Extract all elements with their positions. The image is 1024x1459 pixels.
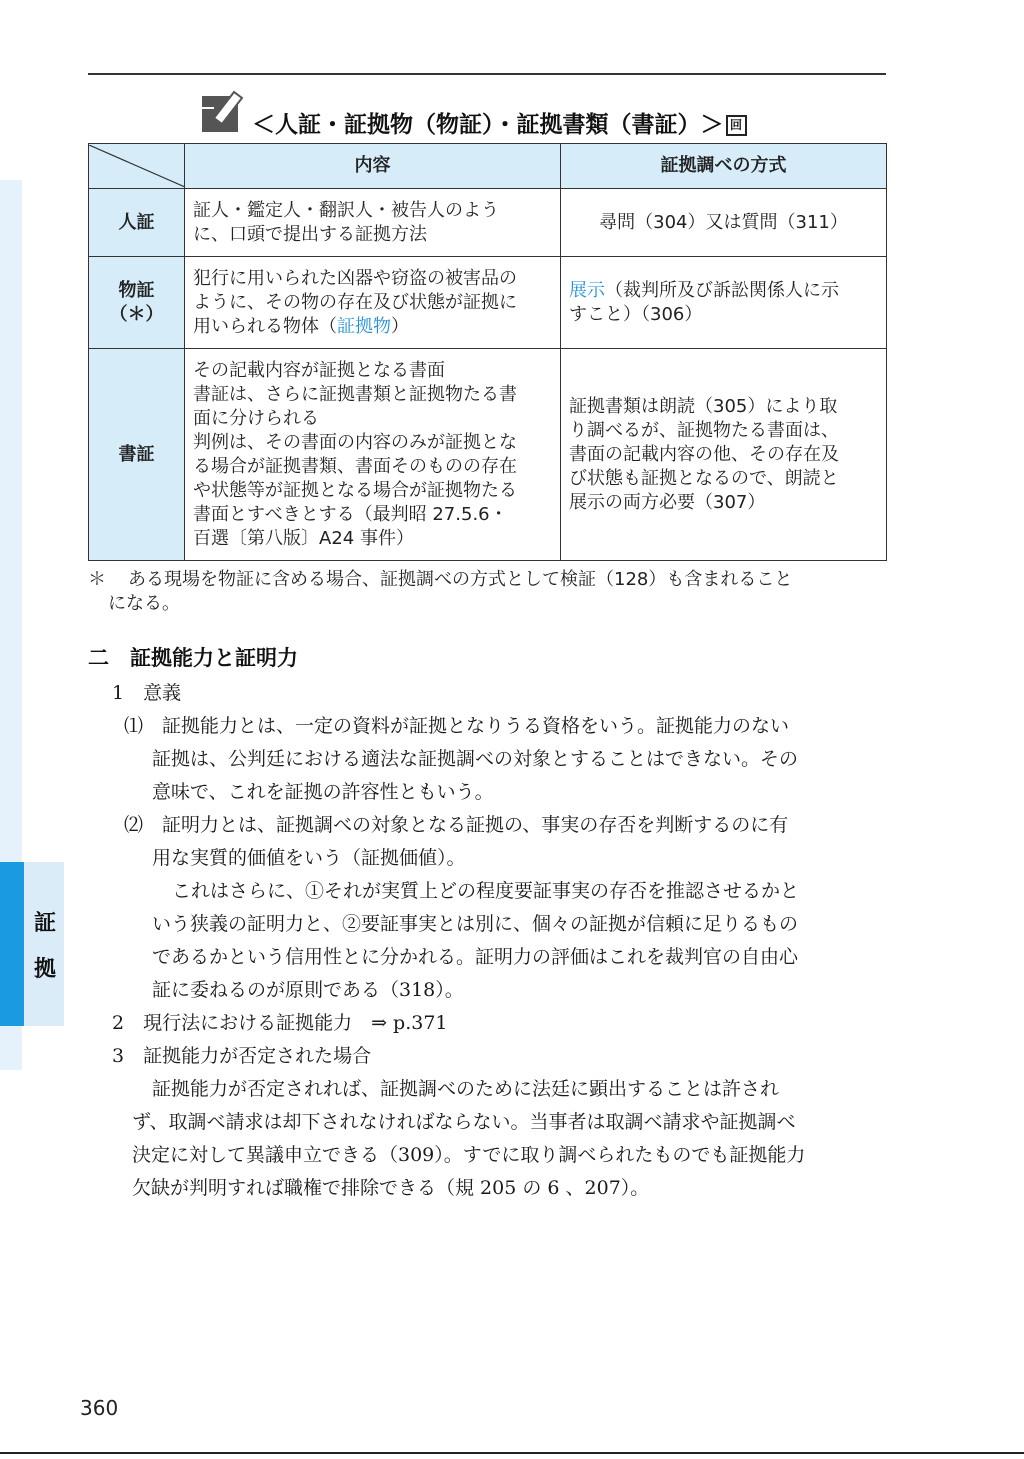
body-line: 意味で、これを証拠の許容性ともいう。 bbox=[152, 781, 494, 803]
body-line: 証に委ねるのが原則である（318）。 bbox=[152, 979, 464, 1001]
diagonal-line-icon bbox=[89, 145, 185, 187]
subheading: 3 証拠能力が否定された場合 bbox=[112, 1045, 372, 1067]
highlight-term: 展示 bbox=[569, 279, 605, 301]
content-cell: 犯行に用いられた凶器や窃盗の被害品の ように、その物の存在及び状態が証拠に 用いられる物体（証拠物） bbox=[185, 257, 561, 349]
body-line: 欠缺が判明すれば職権で排除できる（規 205 の 6 、207）。 bbox=[132, 1177, 650, 1199]
row-label: 人証 bbox=[89, 189, 185, 257]
pen-note-icon bbox=[200, 88, 244, 134]
page-number: 360 bbox=[80, 1396, 119, 1420]
method-cell: 展示（裁判所及び訴訟関係人に示 すこと）（306） bbox=[561, 257, 887, 349]
body-line: 用な実質的価値をいう（証拠価値）。 bbox=[152, 847, 466, 869]
bottom-rule bbox=[0, 1452, 1024, 1454]
body-line: ず、取調べ請求は却下されなければならない。当事者は取調べ請求や証拠調べ bbox=[132, 1111, 796, 1133]
body-line: いう狭義の証明力と、②要証事実とは別に、個々の証拠が信頼に足りるもの bbox=[152, 913, 799, 935]
side-tab-char: 拠 bbox=[33, 957, 56, 982]
section-heading: 二 証拠能力と証明力 bbox=[88, 646, 298, 670]
row-label: 物証 （＊） bbox=[89, 257, 185, 349]
column-header-content: 内容 bbox=[185, 144, 561, 189]
side-tab-char: 証 bbox=[33, 911, 56, 936]
column-header-method: 証拠調べの方式 bbox=[561, 144, 887, 189]
body-line: これはさらに、①それが実質上どの程度要証事実の存否を推認させるかと bbox=[172, 880, 800, 902]
content-cell: 証人・鑑定人・翻訳人・被告人のよう に、口頭で提出する証拠方法 bbox=[185, 189, 561, 257]
body-line: ⑴ 証拠能力とは、一定の資料が証拠となりうる資格をいう。証拠能力のない bbox=[124, 715, 790, 737]
table-row bbox=[89, 189, 887, 257]
body-line: 証拠は、公判廷における適法な証拠調べの対象とすることはできない。その bbox=[152, 748, 799, 770]
table-title bbox=[200, 88, 800, 136]
review-badge: 回 bbox=[726, 115, 747, 136]
subheading: 1 意義 bbox=[112, 682, 182, 704]
body-line: 決定に対して異議申立できる（309）。すでに取り調べられたものでも証拠能力 bbox=[132, 1144, 806, 1166]
body-line: 証拠能力が否定されれば、証拠調べのために法廷に顕出することは許され bbox=[152, 1078, 780, 1100]
table-row bbox=[89, 257, 887, 349]
table-corner-cell bbox=[89, 144, 185, 189]
row-label: 書証 bbox=[89, 349, 185, 561]
subheading-with-link[interactable]: 2 現行法における証拠能力 ⇒ p.371 bbox=[112, 1012, 448, 1034]
method-cell: 尋問（304）又は質問（311） bbox=[561, 189, 887, 257]
body-line: ⑵ 証明力とは、証拠調べの対象となる証拠の、事実の存否を判断するのに有 bbox=[124, 814, 789, 836]
method-cell: 証拠書類は朗読（305）により取 り調べるが、証拠物たる書面は、 書面の記載内容の他、その存在及 び状態も証拠となるので、朗読と 展示の両方必要（307） bbox=[561, 349, 887, 561]
asterisk-mark: ＊ bbox=[88, 569, 106, 590]
side-index-tab[interactable] bbox=[0, 862, 24, 1026]
table-footnote: ＊ ある現場を物証に含める場合、証拠調べの方式として検証（128）も含まれること になる。 bbox=[88, 569, 793, 614]
evidence-table bbox=[88, 143, 887, 561]
title-label: ＜人証・証拠物（物証）・証拠書類（書証）＞ bbox=[252, 112, 724, 138]
top-rule bbox=[88, 73, 886, 75]
table-header-row bbox=[89, 144, 887, 189]
highlight-term: 証拠物 bbox=[337, 315, 391, 337]
content-cell: その記載内容が証拠となる書面 書証は、さらに証拠書類と証拠物たる書 面に分けられる 判例は、その書面の内容のみが証拠とな る場合が証拠書類、書面そのものの存在 や状態等が証拠となる場合が証拠物たる 書面とすべきとする（最判昭 27.5.6・ 百選〔第八版〕A24 事件） bbox=[185, 349, 561, 561]
body-line: であるかという信用性とに分かれる。証明力の評価はこれを裁判官の自由心 bbox=[152, 946, 799, 968]
table-row bbox=[89, 349, 887, 561]
